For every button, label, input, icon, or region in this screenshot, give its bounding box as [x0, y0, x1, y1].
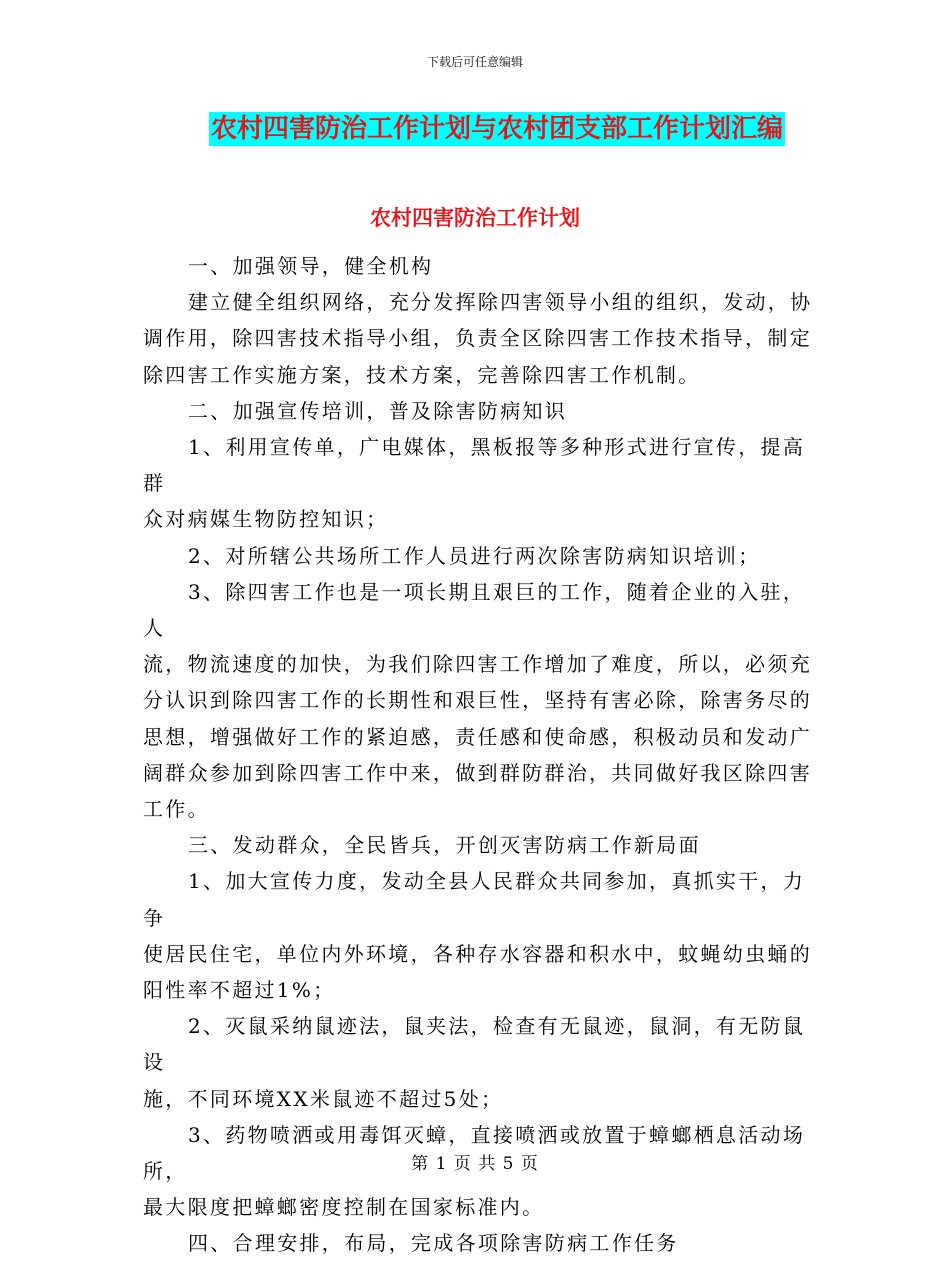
list-item: 3、药物喷洒或用毒饵灭蟑，直接喷洒或放置于蟑螂栖息活动场所， 最大限度把蟑螂密度控制在国家标准内。 [143, 1122, 806, 1220]
header-note: 下载后可任意编辑 [426, 55, 523, 69]
page-number: 第 1 页 共 5 页 [411, 1154, 539, 1174]
heading-2: 二、加强宣传培训，普及除害防病知识 [188, 398, 568, 423]
main-title: 农村四害防治工作计划与农村团支部工作计划汇编 [210, 114, 783, 144]
section-title: 农村四害防治工作计划 [370, 205, 580, 230]
list-item: 2、灭鼠采纳鼠迹法，鼠夹法，检查有无鼠迹，鼠洞，有无防鼠设 施，不同环境XX米鼠迹不超过5处； [143, 1014, 806, 1111]
heading-4: 四、合理安排，布局，完成各项除害防病工作任务 [188, 1231, 679, 1256]
body-text [143, 248, 813, 1262]
list-item: 1、利用宣传单，广电媒体，黑板报等多种形式进行宣传，提高群 众对病媒生物防控知识； [143, 435, 806, 532]
list-item: 3、除四害工作也是一项长期且艰巨的工作，随着企业的入驻，人 流，物流速度的加快，为我们除四害工作增加了难度，所以，必须充 分认识到除四害工作的长期性和艰巨性，坚持有害必除，除害务尽的 思想，增强做好工作的紧迫感，责任感和使命感，积极动员和发动广 阔群众参加到除四害工作中来，做到群防群治，共同做好我区除四害 工作。 [143, 579, 812, 822]
paragraph: 建立健全组织网络，充分发挥除四害领导小组的组织，发动，协 调作用，除四害技术指导小组，负责全区除四害工作技术指导，制定 除四害工作实施方案，技术方案，完善除四害工作机制。 [143, 290, 813, 387]
list-item: 1、加大宣传力度，发动全县人民群众共同参加，真抓实干，力争 使居民住宅，单位内外环境，各种存水容器和积水中，蚊蝇幼虫蛹的 阳性率不超过1%； [143, 869, 812, 1003]
list-item: 2、对所辖公共场所工作人员进行两次除害防病知识培训； [188, 543, 761, 568]
heading-1: 一、加强领导，健全机构 [188, 254, 434, 278]
main-title-container [0, 112, 950, 146]
heading-3: 三、发动群众，全民皆兵，开创灭害防病工作新局面 [188, 833, 701, 858]
